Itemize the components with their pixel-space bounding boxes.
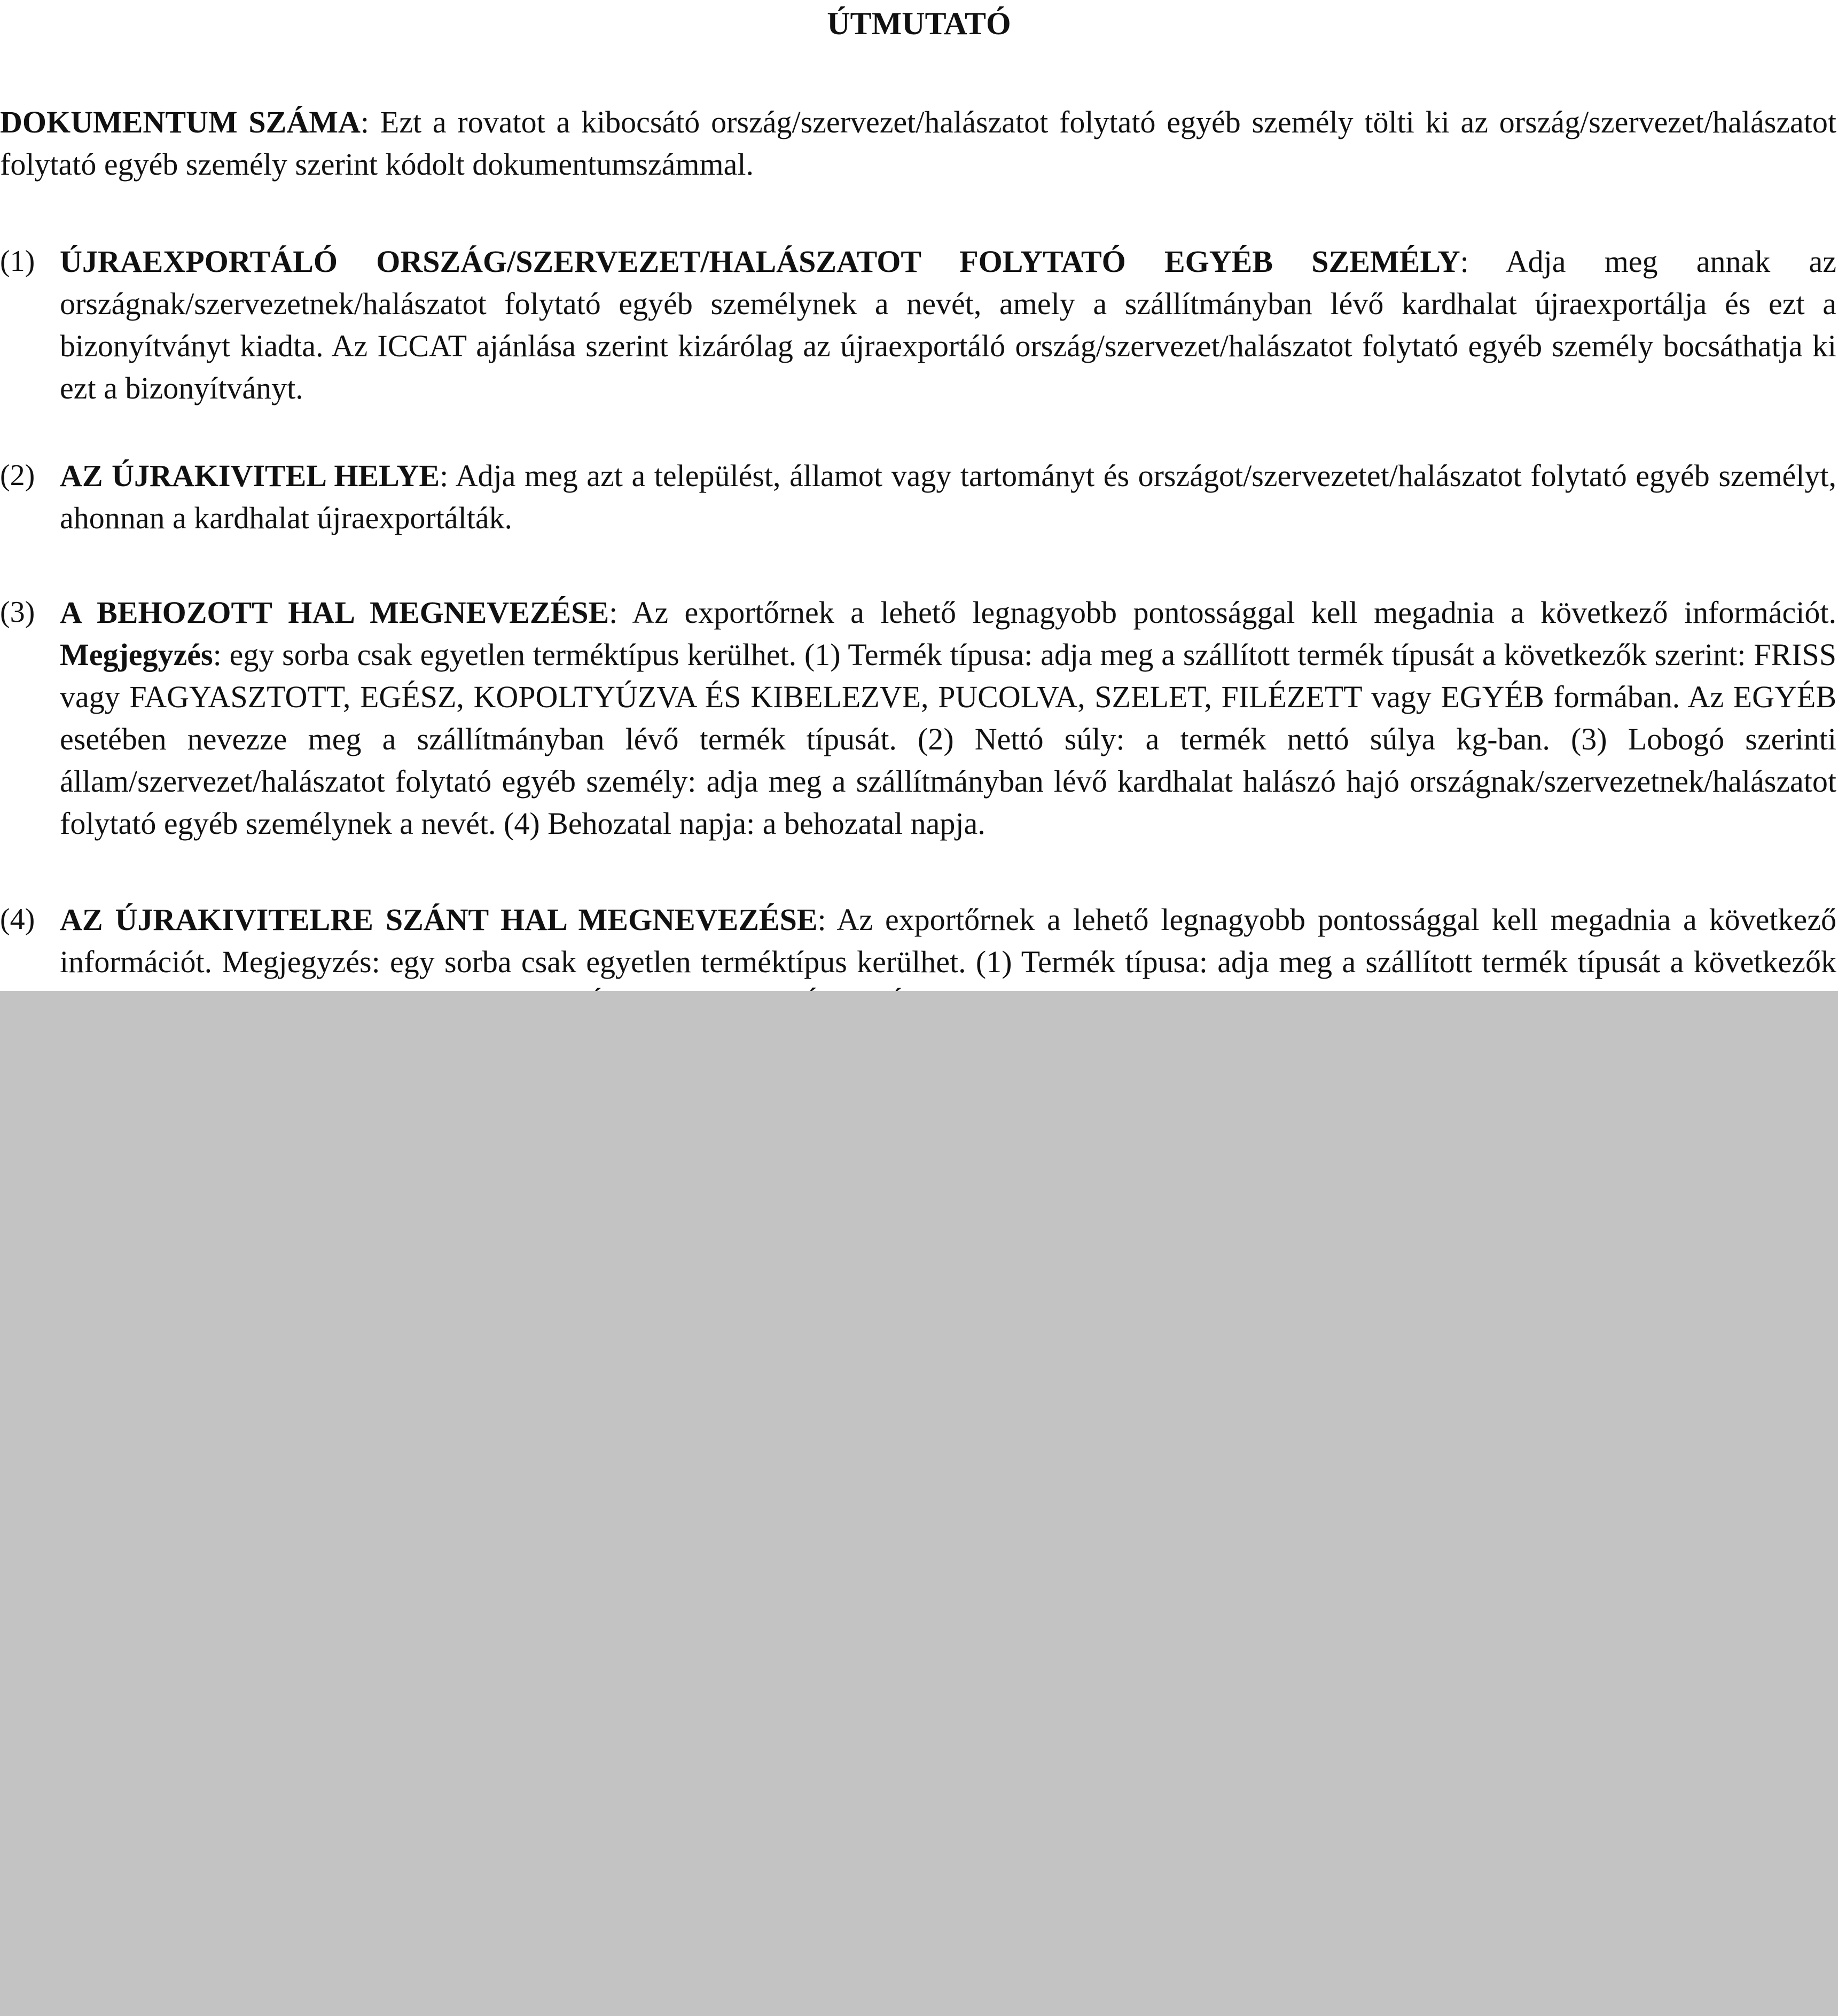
document-number-label: DOKUMENTUM SZÁMA xyxy=(0,105,361,139)
item-text xyxy=(60,591,1836,845)
item-body: : Adja meg annak az országnak/szervezetnek/halászatot folytató egyéb személynek a nevét, amely a szállítmányban lévő kardhalat újraexportálja és ezt a bizonyítványt kiadta. Az ICCAT ajánlása szerint kizárólag az újraexportáló ország/szervezet/halászatot folytató egyéb személy bocsáthatja ki ezt a bizonyítványt. xyxy=(60,244,1836,405)
item-body-after-note: : egy sorba csak egyetlen terméktípus kerülhet. (1) Termék típusa: adja meg a szállított termék típusát a következők szerint: FRISS vagy FAGYASZTOTT, EGÉSZ, KOPOLTYÚZVA ÉS KIBELEZVE, PUCOLVA, SZELET, FILÉZETT vagy EGYÉB formában. Az EGYÉB esetében nevezze meg a szállítmányban lévő termék típusát. (2) Nettó súly: a termék nettó súlya kg-ban. (3) Lobogó szerinti állam/szervezet/halászatot folytató egyéb személy: adja meg a szállítmányban lévő kardhalat halászó hajó országnak/szervezetnek/halászatot folytató egyéb személynek a nevét. (4) Behozatal napja: a behozatal napja. xyxy=(60,637,1836,841)
item-number: (3) xyxy=(0,596,35,629)
item-label: AZ ÚJRAKIVITELRE SZÁNT HAL MEGNEVEZÉSE xyxy=(60,902,818,937)
item-label: AZ ÚJRAKIVITEL HELYE xyxy=(60,458,440,493)
item-body-before-note: : Az exportőrnek a lehető legnagyobb pontossággal kell megadnia a következő információt. xyxy=(609,595,1836,630)
item-label: ÚJRAEXPORTÁLÓ ORSZÁG/SZERVEZET/HALÁSZATOT FOLYTATÓ EGYÉB SZEMÉLY xyxy=(60,244,1460,279)
item-text xyxy=(60,455,1836,539)
gray-cover-area xyxy=(0,991,1838,2016)
item-text xyxy=(60,240,1836,409)
item-body: : Az exportőrnek a lehető legnagyobb pontossággal kell megadnia a következő információt. Megjegyzés: egy sorba csak egyetlen terméktípus kerülhet. (1) Termék típusa: adja meg a szállított termék típusát a következők xyxy=(60,902,1836,979)
document-number-text: : Ezt a rovatot a kibocsátó ország/szervezet/halászatot folytató egyéb személy tölti ki az ország/szervezet/halászatot folytató egyéb személy szerint kódolt dokumentumszámmal. xyxy=(0,105,1837,182)
note-label: Megjegyzés xyxy=(60,637,213,672)
document-number-paragraph xyxy=(0,101,1836,185)
item-number: (4) xyxy=(0,903,35,936)
item-label: A BEHOZOTT HAL MEGNEVEZÉSE xyxy=(60,595,609,630)
document-title: ÚTMUTATÓ xyxy=(827,6,1011,41)
item-number: (1) xyxy=(0,245,35,278)
document-content xyxy=(0,0,1838,991)
item-number: (2) xyxy=(0,459,35,492)
item-body: : Adja meg azt a települést, államot vagy tartományt és országot/szervezetet/halászatot folytató egyéb személyt, ahonnan a kardhalat újraexportálták. xyxy=(60,458,1836,535)
